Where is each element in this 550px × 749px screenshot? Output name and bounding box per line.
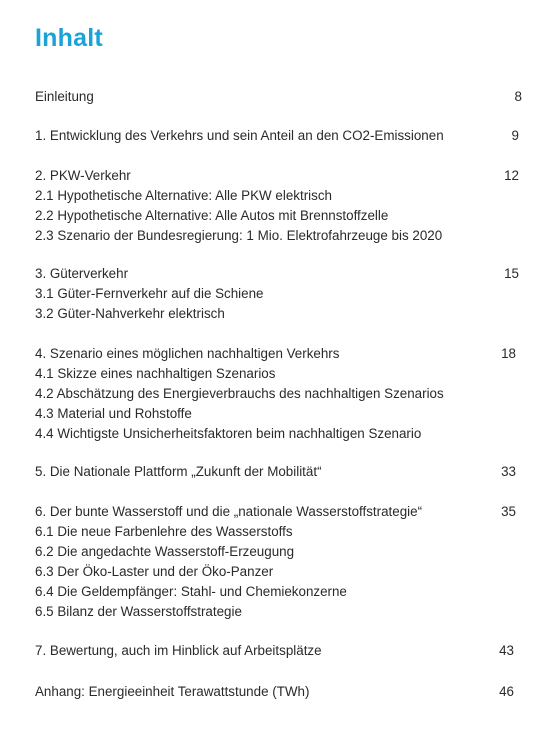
toc-chapter-title — [35, 87, 522, 107]
toc-section-title — [35, 522, 516, 542]
toc-line-label: 1. Entwicklung des Verkehrs und sein Anteil an den CO2-Emissionen — [35, 128, 444, 143]
toc-section-title — [35, 542, 516, 562]
toc-line-label: 6.2 Die angedachte Wasserstoff-Erzeugung — [35, 544, 295, 559]
toc-chapter-title — [35, 166, 519, 186]
toc-line-label: 4.1 Skizze eines nachhaltigen Szenarios — [35, 366, 276, 381]
toc-page-number: 18 — [501, 346, 516, 361]
toc-line-label: Anhang: Energieeinheit Terawattstunde (TWh) — [35, 684, 310, 699]
toc-entry — [35, 502, 516, 622]
toc-line-label: 2.3 Szenario der Bundesregierung: 1 Mio. Elektrofahrzeuge bis 2020 — [35, 228, 443, 243]
page-title: Inhalt — [35, 24, 103, 52]
toc-entry — [35, 264, 519, 324]
toc-page-number: 35 — [501, 504, 516, 519]
toc-line-label: 3.1 Güter-Fernverkehr auf die Schiene — [35, 286, 264, 301]
toc-section-title — [35, 582, 516, 602]
toc-chapter-title — [35, 682, 514, 702]
toc-line-label: Einleitung — [35, 89, 94, 104]
toc-page-number: 12 — [504, 168, 519, 183]
toc-line-label: 4.2 Abschätzung des Energieverbrauchs des nachhaltigen Szenarios — [35, 386, 444, 401]
toc-section-title — [35, 186, 519, 206]
toc-entry — [35, 682, 514, 702]
toc-page-number: 8 — [514, 89, 522, 104]
toc-chapter-title — [35, 502, 516, 522]
toc-section-title — [35, 562, 516, 582]
toc-line-label: 6.1 Die neue Farbenlehre des Wasserstoffs — [35, 524, 293, 539]
toc-line-label: 6.3 Der Öko-Laster und der Öko-Panzer — [35, 564, 274, 579]
toc-entry — [35, 641, 514, 661]
toc-line-label: 7. Bewertung, auch im Hinblick auf Arbeitsplätze — [35, 643, 322, 658]
toc-line-label: 2. PKW-Verkehr — [35, 168, 131, 183]
toc-page-number: 9 — [511, 128, 519, 143]
toc-entry — [35, 126, 519, 146]
toc-line-label: 2.2 Hypothetische Alternative: Alle Autos mit Brennstoffzelle — [35, 208, 389, 223]
toc-page-number: 33 — [501, 464, 516, 479]
toc-chapter-title — [35, 126, 519, 146]
toc-section-title — [35, 304, 519, 324]
toc-section-title — [35, 384, 516, 404]
toc-line-label: 4.3 Material und Rohstoffe — [35, 406, 192, 421]
toc-line-label: 6.5 Bilanz der Wasserstoffstrategie — [35, 604, 242, 619]
toc-line-label: 2.1 Hypothetische Alternative: Alle PKW elektrisch — [35, 188, 332, 203]
toc-chapter-title — [35, 264, 519, 284]
toc-line-label: 3.2 Güter-Nahverkehr elektrisch — [35, 306, 225, 321]
toc-page-number: 15 — [504, 266, 519, 281]
toc-line-label: 4. Szenario eines möglichen nachhaltigen Verkehrs — [35, 346, 340, 361]
toc-section-title — [35, 424, 516, 444]
toc-entry — [35, 166, 519, 246]
toc-chapter-title — [35, 344, 516, 364]
toc-line-label: 5. Die Nationale Plattform „Zukunft der Mobilität“ — [35, 464, 322, 479]
toc-line-label: 4.4 Wichtigste Unsicherheitsfaktoren beim nachhaltigen Szenario — [35, 426, 422, 441]
toc-chapter-title — [35, 462, 516, 482]
toc-chapter-title — [35, 641, 514, 661]
toc-line-label: 6.4 Die Geldempfänger: Stahl- und Chemiekonzerne — [35, 584, 347, 599]
toc-line-label: 3. Güterverkehr — [35, 266, 129, 281]
toc-page-number: 46 — [499, 684, 514, 699]
toc-line-label: 6. Der bunte Wasserstoff und die „nationale Wasserstoffstrategie“ — [35, 504, 423, 519]
toc-entry — [35, 462, 516, 482]
toc-section-title — [35, 226, 519, 246]
toc-section-title — [35, 284, 519, 304]
toc-section-title — [35, 364, 516, 384]
toc-section-title — [35, 602, 516, 622]
toc-section-title — [35, 206, 519, 226]
toc-section-title — [35, 404, 516, 424]
toc-entry — [35, 87, 522, 107]
toc-entry — [35, 344, 516, 444]
toc-page-number: 43 — [499, 643, 514, 658]
